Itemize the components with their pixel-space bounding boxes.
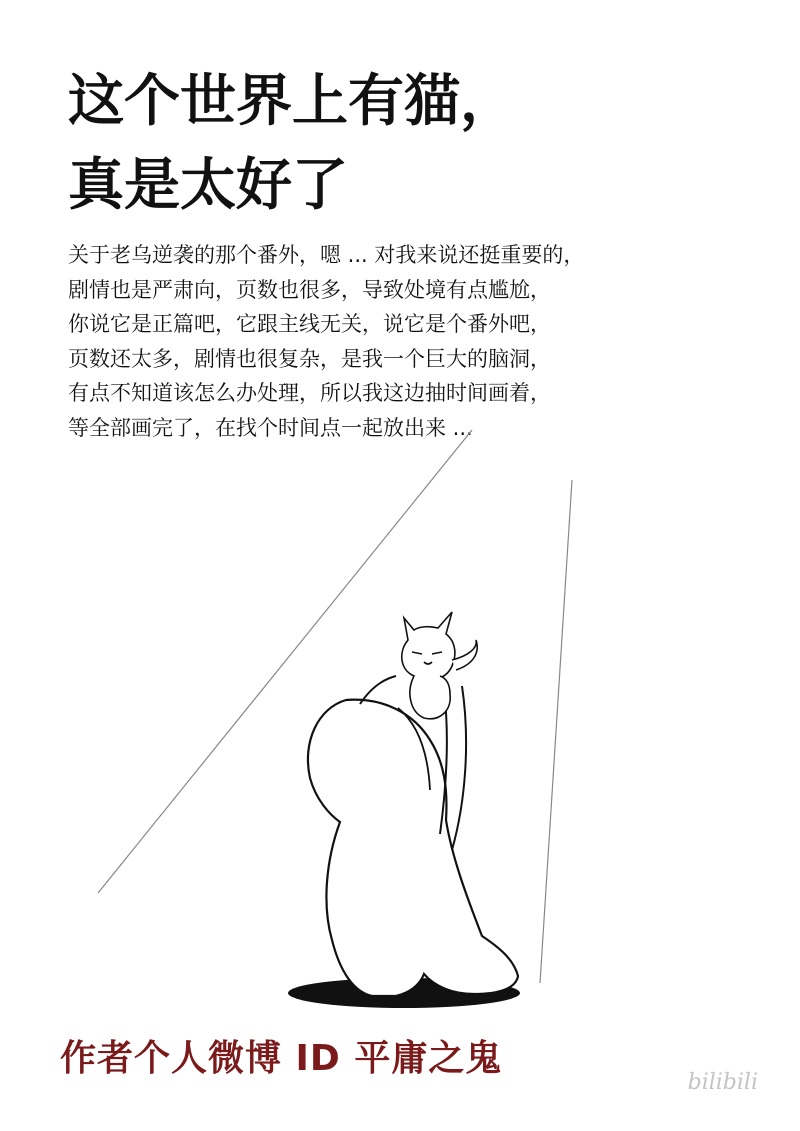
title-line-2: 真是太好了: [68, 153, 348, 218]
body-line: 剧情也是严肃向，页数也很多，导致处境有点尴尬，: [68, 277, 551, 302]
person-body: [308, 700, 518, 996]
body-paragraph: [68, 238, 768, 445]
title-line-1: 这个世界上有猫，: [68, 69, 516, 134]
body-line: 你说它是正篇吧，它跟主线无关，说它是个番外吧，: [68, 312, 551, 336]
bilibili-watermark: bilibili: [687, 1070, 758, 1095]
cat-head: [402, 612, 455, 680]
cat-tail: [452, 640, 477, 670]
body-line: 有点不知道该怎么办处理，所以我这边抽时间画着，: [68, 381, 551, 405]
cat: [402, 612, 477, 719]
body-line: 关于老乌逆袭的那个番外，嗯 ... 对我来说还挺重要的，: [68, 243, 585, 267]
body-line: 等全部画完了，在找个时间点一起放出来 ...: [68, 415, 473, 440]
illustration-person-holding-cat: [0, 420, 800, 1020]
page-title: [68, 60, 768, 228]
author-weibo-credit: 作者个人微博 ID 平庸之鬼: [60, 1038, 503, 1079]
person-arm-right-edge: [452, 686, 466, 850]
body-line: 页数还太多，剧情也很复杂，是我一个巨大的脑洞，: [68, 346, 551, 371]
spotlight-beam-right: [540, 480, 572, 983]
cat-body: [410, 676, 450, 719]
